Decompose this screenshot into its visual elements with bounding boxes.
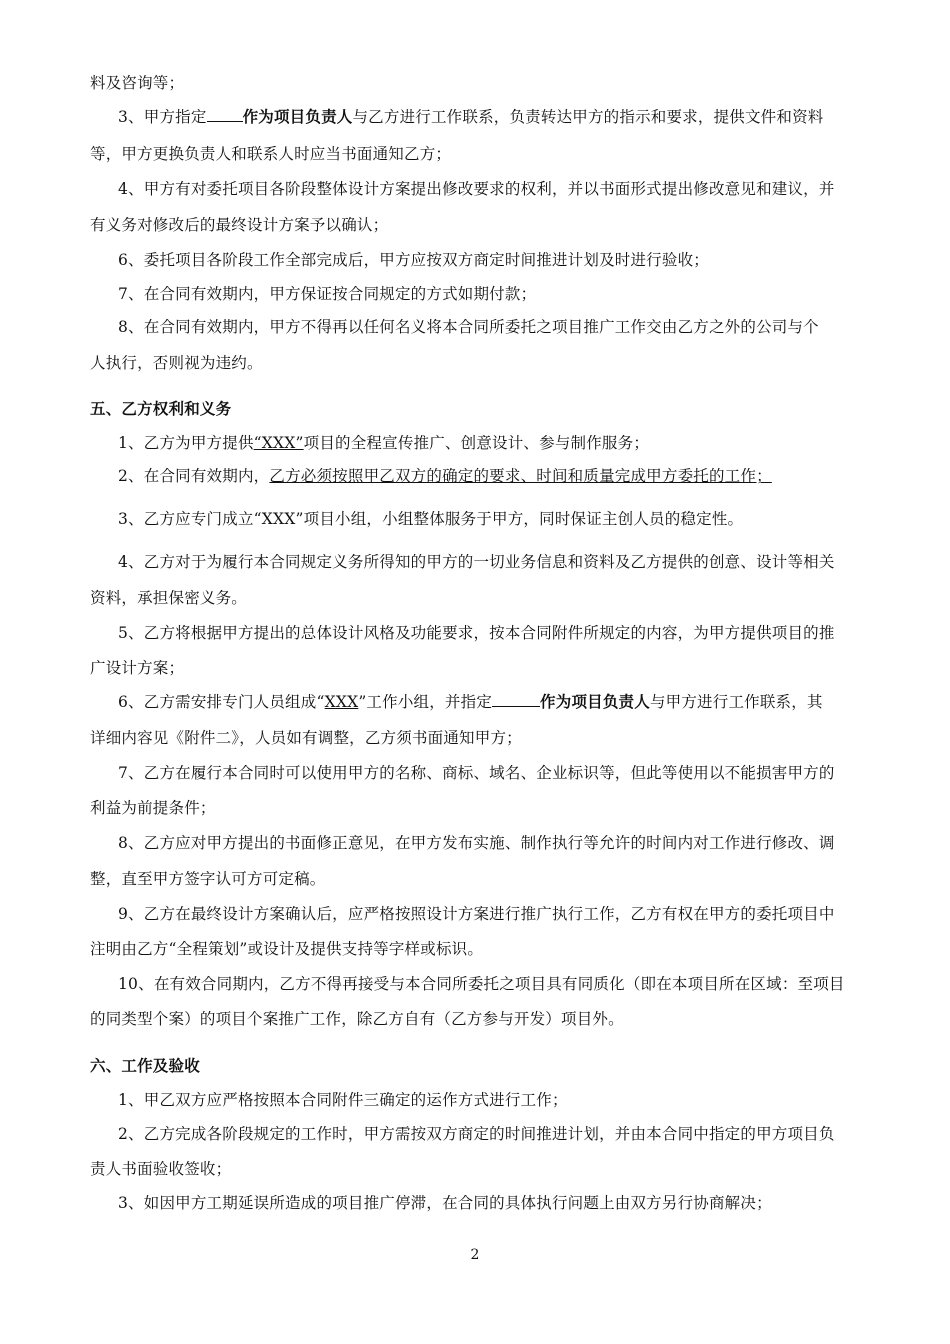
- paragraph-line: 资料，承担保密义务。: [90, 589, 248, 607]
- paragraph-line: 10、在有效合同期内，乙方不得再接受与本合同所委托之项目具有同质化（即在本项目所在区域：至项目: [118, 975, 845, 993]
- paragraph-line: [118, 106, 823, 128]
- text-span: 3、甲方指定: [118, 108, 207, 126]
- paragraph-line: 7、乙方在履行本合同时可以使用甲方的名称、商标、域名、企业标识等，但此等使用以不能损害甲方的: [118, 764, 835, 782]
- paragraph-line: 广设计方案；: [90, 659, 185, 677]
- paragraph-line: 1、甲乙双方应严格按照本合同附件三确定的运作方式进行工作；: [118, 1091, 568, 1109]
- bold-text: 作为项目负责人: [242, 108, 353, 126]
- paragraph-line: 4、甲方有对委托项目各阶段整体设计方案提出修改要求的权利，并以书面形式提出修改意见和建议，并: [118, 180, 835, 198]
- paragraph-line: 注明由乙方“全程策划”或设计及提供支持等字样或标识。: [90, 940, 484, 958]
- underlined-text: XXX: [324, 693, 359, 711]
- paragraph-line: 利益为前提条件；: [90, 799, 216, 817]
- paragraph-line: [118, 691, 823, 713]
- paragraph-line: 7、在合同有效期内，甲方保证按合同规定的方式如期付款；: [118, 285, 537, 303]
- page-number: 2: [470, 1247, 480, 1263]
- paragraph-line: 整，直至甲方签字认可方可定稿。: [90, 870, 326, 888]
- text-span: 项目的全程宣传推广、创意设计、参与制作服务；: [303, 434, 650, 452]
- text-span: 6、乙方需安排专门人员组成“: [118, 693, 325, 711]
- paragraph-line: 5、乙方将根据甲方提出的总体设计风格及功能要求，按本合同附件所规定的内容，为甲方提供项目的推: [118, 624, 835, 642]
- paragraph-line: 8、乙方应对甲方提出的书面修正意见，在甲方发布实施、制作执行等允许的时间内对工作进行修改、调: [118, 834, 835, 852]
- paragraph-line: 详细内容见《附件二》，人员如有调整，乙方须书面通知甲方；: [90, 729, 522, 747]
- paragraph-line: 责人书面验收签收；: [90, 1160, 232, 1178]
- section-heading: 六、工作及验收: [90, 1057, 200, 1075]
- text-span: 与甲方进行工作联系，其: [649, 693, 823, 711]
- paragraph-line: 4、乙方对于为履行本合同规定义务所得知的甲方的一切业务信息和资料及乙方提供的创意、设计等相关: [118, 553, 835, 571]
- section-heading: 五、乙方权利和义务: [90, 400, 232, 418]
- underlined-text: “XXX”: [253, 434, 304, 452]
- paragraph-line: 人执行，否则视为违约。: [90, 354, 263, 372]
- paragraph-line: 有义务对修改后的最终设计方案予以确认；: [90, 216, 389, 234]
- paragraph-line: 3、如因甲方工期延误所造成的项目推广停滞，在合同的具体执行问题上由双方另行协商解决；: [118, 1194, 772, 1212]
- paragraph-line: [118, 432, 649, 454]
- paragraph-line: 3、乙方应专门成立“XXX”项目小组，小组整体服务于甲方，同时保证主创人员的稳定性。: [118, 510, 744, 528]
- paragraph-line: [118, 465, 772, 487]
- paragraph-line: 6、委托项目各阶段工作全部完成后，甲方应按双方商定时间推进计划及时进行验收；: [118, 251, 709, 269]
- underlined-text: 乙方必须按照甲乙双方的确定的要求、时间和质量完成甲方委托的工作；: [269, 467, 772, 485]
- text-span: 与乙方进行工作联系，负责转达甲方的指示和要求，提供文件和资料: [352, 108, 824, 126]
- paragraph-line: 8、在合同有效期内，甲方不得再以任何名义将本合同所委托之项目推广工作交由乙方之外的公司与个: [118, 318, 819, 336]
- paragraph-line: 料及咨询等；: [90, 74, 185, 92]
- paragraph-line: 2、乙方完成各阶段规定的工作时，甲方需按双方商定的时间推进计划，并由本合同中指定的甲方项目负: [118, 1125, 835, 1143]
- paragraph-line: 等，甲方更换负责人和联系人时应当书面通知乙方；: [90, 145, 452, 163]
- text-span: ”工作小组，并指定: [358, 693, 493, 711]
- text-span: 2、在合同有效期内，: [118, 467, 270, 485]
- text-span: 1、乙方为甲方提供: [118, 434, 254, 452]
- paragraph-line: 9、乙方在最终设计方案确认后，应严格按照设计方案进行推广执行工作，乙方有权在甲方的委托项目中: [118, 905, 835, 923]
- fill-in-blank: [207, 106, 243, 122]
- bold-text: 作为项目负责人: [540, 693, 650, 711]
- paragraph-line: 的同类型个案）的项目个案推广工作，除乙方自有（乙方参与开发）项目外。: [90, 1010, 624, 1028]
- fill-in-blank: [492, 691, 540, 707]
